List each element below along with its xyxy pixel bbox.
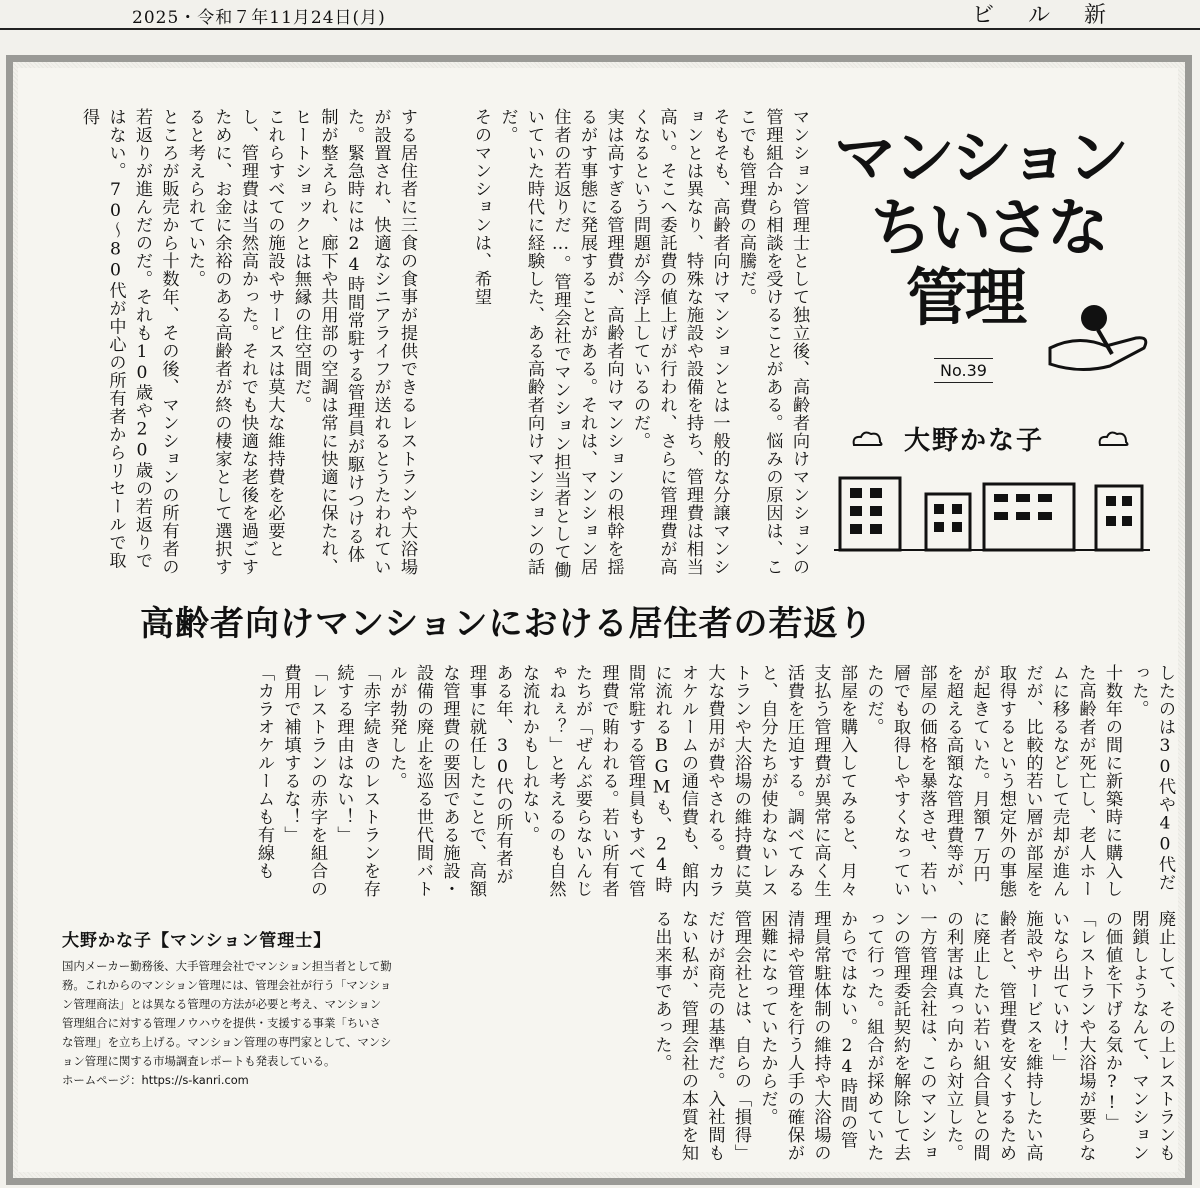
logo-line-3: 管理	[906, 261, 1025, 334]
author-name: 大野かな子	[904, 426, 1045, 456]
article-block-bottom-right	[254, 664, 1178, 898]
header-rule	[0, 28, 1200, 30]
profile-homepage-link[interactable]: ホームページ：https://s-kanri.com	[62, 1073, 249, 1087]
paragraph: 管理会社とは、自らの「損得」だけが商売の基準だ。入社間もない私が、管理会社の本質を知る出来事であった。	[651, 910, 751, 1162]
cloud-icon	[1096, 428, 1130, 448]
paragraph: 「カラオケルームも有線も	[254, 664, 274, 880]
paragraph: これらすべての施設やサービスは莫大な維持費を必要とし、管理費は当然高かった。それでも快適な老後を過ごすために、お金に余裕のある高齢者が終の棲家として選択すると考えられていた。	[185, 108, 285, 576]
paragraph: ところが販売から十数年、その後、マンションの所有者の若返りが進んだのだ。それも10歳や20歳の若返りではない。70〜80代が中心の所有者からリセールで取得	[79, 108, 179, 576]
logo-line-2: ちいさな	[870, 191, 1107, 264]
hand-key-icon	[1040, 290, 1158, 378]
article-block-top-right	[440, 108, 812, 580]
issue-date: 2025・令和７年11月24日(月)	[132, 8, 386, 28]
issue-number: No.39	[934, 358, 993, 383]
article-block-bottom-left	[400, 910, 1178, 1164]
paragraph: 施設やサービスを維持したい高齢者と、管理費を安くするために廃止したい若い組合員との間の利害は真っ向から対立した。	[943, 910, 1043, 1162]
paragraph: する居住者に三食の食事が提供できるレストランや大浴場が設置され、快適なシニアライフが送れるとうたわれていた。緊急時には24時間常駐する管理員が駆けつける体制が整えられ、廊下や共用部の空調は常に快適に保たれ、ヒートショックとは無縁の住空間だ。	[291, 108, 417, 576]
article-block-top-left	[48, 108, 420, 580]
article-headline: 高齢者向けマンションにおける居住者の若返り	[140, 604, 874, 644]
paragraph: 一方管理会社は、このマンションの管理委託契約を解除して去って行った。組合が採めていたからではない。24時間の管理員常駐体制の維持や大浴場の清掃や管理を行う人手の確保が困難になっていたからだ。	[757, 910, 937, 1162]
paragraph: 「レストランの赤字を組合の費用で補填するな！」	[280, 664, 327, 898]
paragraph: 実は高すぎる管理費が、高齢者向けマンションの根幹を揺るがす事態に発展することがある。それは、マンション居住者の若返りだ…。管理会社でマンション担当者として働いていた時代に経験した、ある高齢者向けマンションの話だ。	[497, 108, 624, 579]
paragraph: ある年、30代の所有者が理事に就任したことで、高額な管理費の要因である施設・設備の廃止を巡る世代間バトルが勃発した。	[386, 664, 513, 898]
paragraph: そのマンションは、希望	[471, 108, 491, 306]
logo-line-1: マンション	[834, 121, 1127, 194]
buildings-illustration-icon	[834, 464, 1150, 552]
paragraph: マンション管理士として独立後、高齢者向けマンションの管理組合から相談を受けることがある。悩みの原因は、ここでも管理費の高騰だ。	[736, 108, 809, 576]
newspaper-name: ビル新	[971, 3, 1140, 28]
profile-body: 国内メーカー勤務後、大手管理会社でマンション担当者として勤務。これからのマンション管理には、管理会社が行う「マンション管理商法」とは異なる管理の方法が必要と考え、マンション管理組合に対する管理ノウハウを提供・支援する事業「ちいさな管理」を立ち上げる。マンション管理の専門家として、マンション管理に関する市場調査レポートも発表している。	[62, 959, 392, 1068]
paragraph: 「赤字続きのレストランを存続する理由はない！」	[333, 664, 380, 898]
paragraph: 「レストランや大浴場が要らないなら出ていけ！」	[1049, 910, 1096, 1162]
profile-title: 大野かな子【マンション管理士】	[62, 931, 332, 951]
paragraph: したのは30代や40代だった。	[1128, 664, 1175, 892]
cloud-icon	[850, 428, 884, 448]
paragraph: 廃止して、その上レストランも閉鎖しようなんて、マンションの価値を下げる気か?!」	[1102, 910, 1175, 1162]
author-profile	[62, 926, 392, 1090]
paragraph: 部屋を購入してみると、月々支払う管理費が異常に高く生活費を圧迫する。調べてみると、自分たちが使わないレストランや大浴場の維持費に莫大な費用が費やされる。カラオケルームの通信費も、館内に流れるBGMも、24時間常駐する管理員もすべて管理費で賄われる。若い所有者たちが「ぜんぶ要らないんじゃねぇ？」と考えるのも自然な流れかもしれない。	[519, 664, 857, 898]
paragraph: 十数年の間に新築時に購入した高齢者が死亡し、老人ホームに移るなどして売却が進んだが、比較的若い層が部屋を取得するという想定外の事態が起きていた。月額7万円を超える高額な管理費等が、部屋の価格を暴落させ、若い層でも取得しやすくなっていたのだ。	[863, 664, 1122, 898]
newspaper-header	[0, 0, 1200, 30]
paragraph: そもそも、高齢者向けマンションとは一般的な分譲マンションとは異なり、特殊な施設や設備を持ち、管理費は相当高い。そこへ委託費の値上げが行われ、さらに管理費が高くなるという問題が今浮上しているのだ。	[630, 108, 730, 576]
